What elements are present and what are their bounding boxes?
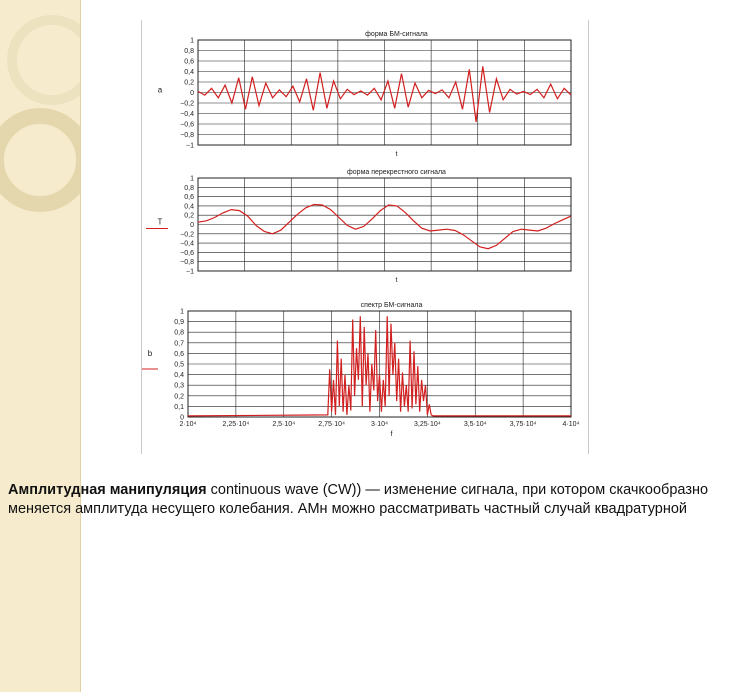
- y-axis-label: b: [147, 349, 153, 358]
- y-tick-label: 0,2: [184, 212, 194, 220]
- y-tick-label: 0,3: [174, 382, 184, 390]
- y-tick-label: −0,2: [180, 100, 194, 108]
- signal-figure: [141, 20, 589, 454]
- y-tick-label: −1: [186, 142, 194, 150]
- y-tick-label: −1: [186, 268, 194, 276]
- y-tick-label: 0: [190, 90, 194, 97]
- caption-term: Амплитудная манипуляция: [8, 482, 207, 498]
- slide-sidebar-decoration: [0, 0, 81, 692]
- y-tick-label: −0,6: [180, 249, 194, 257]
- x-tick-label: 2·10⁴: [179, 421, 197, 428]
- x-tick-label: 4·10⁴: [562, 421, 580, 428]
- y-tick-label: 0,9: [174, 319, 184, 327]
- x-axis-label: f: [390, 431, 393, 438]
- chart-title: спектр БМ-сигнала: [360, 302, 423, 309]
- x-tick-label: 3,5·10⁴: [463, 421, 487, 428]
- y-tick-label: −0,4: [180, 240, 194, 248]
- decorative-ring-shape: [0, 0, 80, 260]
- y-tick-label: 1: [190, 37, 194, 45]
- y-tick-label: 0,5: [174, 361, 184, 369]
- x-tick-label: 2,25·10⁴: [222, 421, 250, 428]
- y-tick-label: 0: [180, 414, 184, 422]
- y-tick-label: 0,8: [174, 329, 184, 337]
- x-axis-label: t: [395, 277, 398, 284]
- y-tick-label: 0,6: [184, 194, 194, 202]
- y-tick-label: 0,2: [174, 393, 184, 401]
- y-tick-label: −0,2: [180, 231, 194, 239]
- x-tick-label: 2,5·10⁴: [272, 421, 296, 428]
- chart-title: форма перекрестного сигнала: [347, 169, 446, 176]
- y-tick-label: 0,8: [184, 48, 194, 55]
- y-tick-label: 0,4: [184, 203, 194, 211]
- x-tick-label: 3,75·10⁴: [509, 421, 537, 428]
- x-axis-label: t: [395, 151, 398, 158]
- y-tick-label: 0,8: [184, 184, 194, 192]
- y-tick-label: 0,4: [174, 372, 184, 380]
- y-tick-label: 0,7: [174, 340, 184, 348]
- y-tick-label: 0,2: [184, 79, 194, 87]
- y-axis-label: a: [157, 85, 163, 95]
- y-tick-label: −0,6: [180, 121, 194, 129]
- x-tick-label: 2,75·10⁴: [318, 421, 345, 428]
- y-tick-label: 0,6: [174, 350, 184, 358]
- x-tick-label: 3·10⁴: [370, 421, 389, 428]
- y-axis-label: T: [157, 217, 163, 227]
- y-tick-label: 1: [180, 308, 184, 316]
- y-tick-label: −0,8: [180, 259, 194, 267]
- y-tick-label: −0,4: [180, 111, 194, 118]
- caption-body: continuous wave (CW)) — изменение сигнала, при котором скачкообразно меняется амплитуда несущего колебания. АМн можно рассматривать частный случай квадратурной: [8, 482, 709, 517]
- y-tick-label: 1: [190, 175, 194, 183]
- figure-canvas: [142, 20, 588, 454]
- x-tick-label: 3,25·10⁴: [414, 421, 441, 428]
- chart-title: форма БМ-сигнала: [365, 31, 428, 38]
- y-tick-label: 0,1: [174, 403, 184, 411]
- y-tick-label: 0: [190, 222, 194, 229]
- y-tick-label: −0,8: [180, 132, 194, 139]
- y-tick-label: 0,6: [184, 58, 194, 66]
- y-tick-label: 0,4: [184, 69, 194, 76]
- slide-caption: [8, 481, 730, 519]
